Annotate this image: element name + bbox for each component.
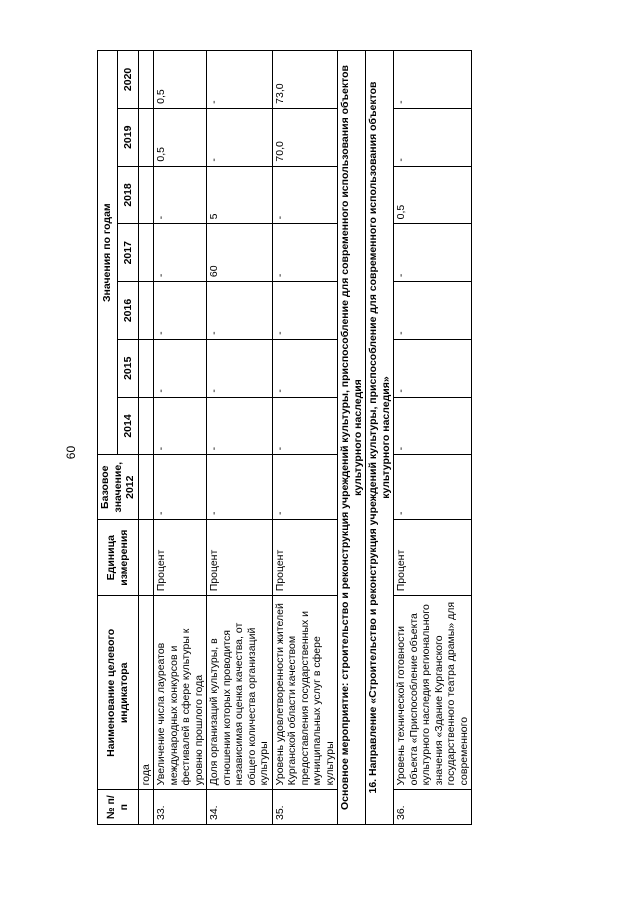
- row-value: -: [394, 108, 472, 166]
- header-year: 2014: [118, 397, 138, 455]
- row-value: 60: [207, 224, 273, 282]
- header-name: Наименование целевого индикатора: [98, 596, 139, 790]
- row-value: -: [207, 51, 273, 109]
- header-values-by-year: Значения по годам: [98, 51, 118, 455]
- row-value: -: [154, 282, 207, 340]
- row-value: -: [272, 397, 338, 455]
- header-year: 2017: [118, 224, 138, 282]
- row-value: -: [154, 166, 207, 224]
- row-unit: Процент: [394, 520, 472, 596]
- row-value: -: [394, 339, 472, 397]
- table-row: [207, 51, 273, 825]
- continuation-row: [138, 51, 154, 825]
- row-value: -: [207, 397, 273, 455]
- row-value: -: [154, 339, 207, 397]
- direction-row: [366, 51, 394, 825]
- main-event-row: [338, 51, 366, 825]
- row-unit: Процент: [207, 520, 273, 596]
- table-row: [272, 51, 338, 825]
- row-no: 35.: [272, 790, 338, 825]
- row-value: -: [394, 397, 472, 455]
- row-no: 33.: [154, 790, 207, 825]
- row-name: Уровень удовлетворенности жителей Курганской области качеством предоставления государственных и муниципальных услуг в сфере культуры: [272, 596, 338, 790]
- row-value: -: [272, 166, 338, 224]
- direction-text: 16. Направление «Строительство и реконструкция учреждений культуры, приспособление для современного использования объектов культурного наследия»: [366, 51, 394, 825]
- row-value: -: [272, 282, 338, 340]
- row-value: -: [207, 282, 273, 340]
- row-name: Увеличение числа лауреатов международных конкурсов и фестивалей в сфере культуры к уровню прошлого года: [154, 596, 207, 790]
- row-value: 0,5: [154, 108, 207, 166]
- row-value: -: [154, 224, 207, 282]
- header-year: 2015: [118, 339, 138, 397]
- row-value: -: [207, 339, 273, 397]
- row-name: Доля организаций культуры, в отношении которых проводится независимая оценка качества, от общего количества организаций культуры: [207, 596, 273, 790]
- row-unit: Процент: [154, 520, 207, 596]
- header-unit: Единица измерения: [98, 520, 139, 596]
- row-base: -: [207, 455, 273, 520]
- row-value: 0,5: [394, 166, 472, 224]
- main-event-text: Основное мероприятие: строительство и реконструкция учреждений культуры, приспособление для современного использования объектов культурного наследия: [338, 51, 366, 825]
- row-value: 0,5: [154, 51, 207, 109]
- header-year: 2018: [118, 166, 138, 224]
- header-year: 2019: [118, 108, 138, 166]
- row-base: -: [154, 455, 207, 520]
- row-name: Уровень технической готовности объекта «Приспособление объекта культурного наследия регионального значения «Здание Курганского государственного театра драмы» для современного: [394, 596, 472, 790]
- header-year: 2020: [118, 51, 138, 109]
- row-value: 73,0: [272, 51, 338, 109]
- table-row: [394, 51, 472, 825]
- row-value: 70,0: [272, 108, 338, 166]
- table-row: [154, 51, 207, 825]
- indicators-table: [97, 50, 472, 825]
- page-number: 60: [64, 445, 78, 460]
- row-no: 36.: [394, 790, 472, 825]
- row-value: -: [394, 282, 472, 340]
- row-no: 34.: [207, 790, 273, 825]
- row-value: -: [154, 397, 207, 455]
- header-base: Базовое значение, 2012: [98, 455, 139, 520]
- row-unit: Процент: [272, 520, 338, 596]
- header-row-1: [98, 51, 118, 825]
- row-value: -: [394, 224, 472, 282]
- row-value: -: [272, 339, 338, 397]
- row-value: 5: [207, 166, 273, 224]
- row-value: -: [272, 224, 338, 282]
- row-value: -: [207, 108, 273, 166]
- continuation-text: года: [138, 596, 154, 790]
- row-value: -: [394, 51, 472, 109]
- header-year: 2016: [118, 282, 138, 340]
- header-no: № п/п: [98, 790, 139, 825]
- row-base: -: [394, 455, 472, 520]
- row-base: -: [272, 455, 338, 520]
